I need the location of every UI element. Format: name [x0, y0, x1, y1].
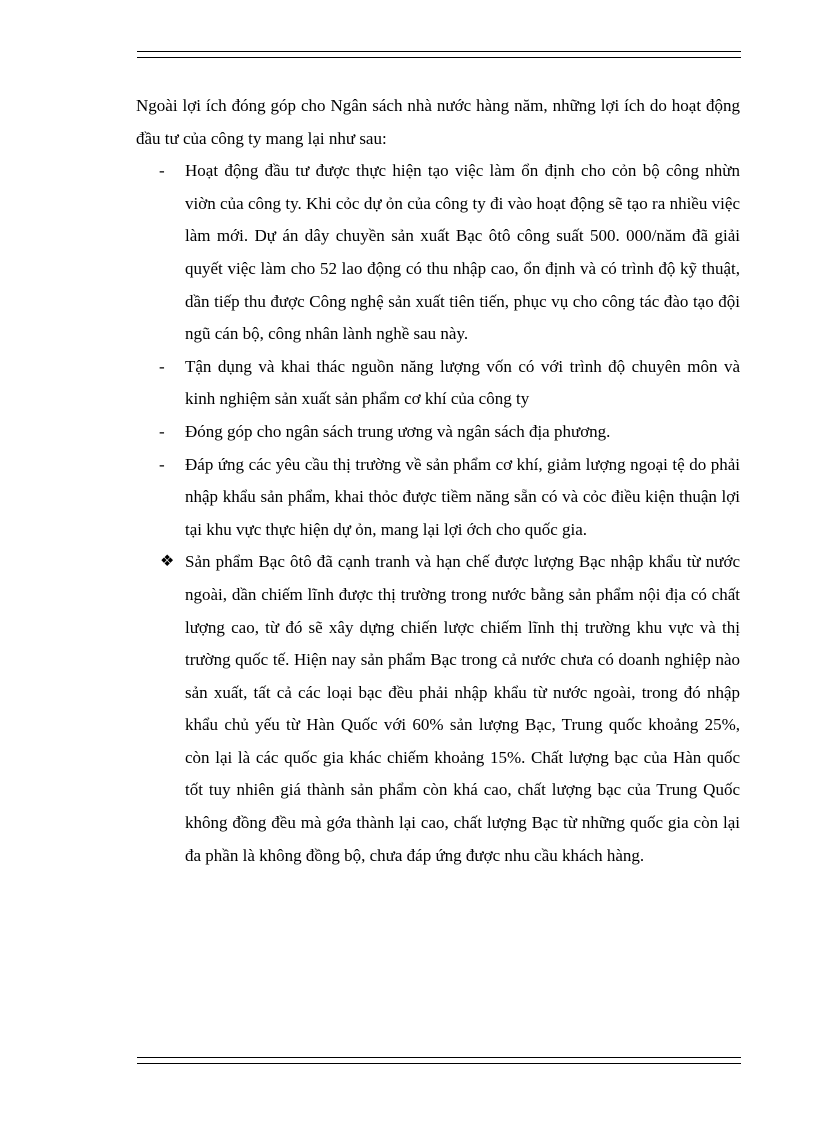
- page-body: [136, 90, 740, 872]
- bullet-item: [136, 416, 740, 449]
- feature-item: [136, 546, 740, 872]
- bullet-text: Đáp ứng các yêu cầu thị trường về sản phẩm cơ khí, giảm lượng ngoại tệ do phải nhập khẩu sản phẩm, khai thỏc được tiềm năng sẵn có và cỏc điều kiện thuận lợi tại khu vực thực hiện dự ỏn, mang lại lợi ớch cho quốc gia.: [185, 454, 740, 539]
- footer-double-rule: [137, 1057, 741, 1064]
- bullet-text: Hoạt động đầu tư được thực hiện tạo việc làm ổn định cho cỏn bộ công nhừn viờn của công ty. Khi cỏc dự ỏn của công ty đi vào hoạt động sẽ tạo ra nhiều việc làm mới. Dự án dây chuyền sản xuất Bạc ôtô công suất 500. 000/năm đã giải quyết việc làm cho 52 lao động có thu nhập cao, ổn định và có trình độ kỹ thuật, dần tiếp thu được Công nghệ sản xuất tiên tiến, phục vụ cho công tác đào tạo đội ngũ cán bộ, công nhân lành nghề sau này.: [185, 161, 740, 344]
- bullet-text: Đóng góp cho ngân sách trung ương và ngân sách địa phương.: [185, 421, 611, 441]
- bullet-text: Tận dụng và khai thác nguồn năng lượng vốn có với trình độ chuyên môn và kinh nghiệm sản xuất sản phẩm cơ khí của công ty: [185, 356, 740, 409]
- dash-marker: -: [159, 454, 165, 474]
- dash-marker: -: [159, 356, 165, 376]
- dash-marker: -: [159, 421, 165, 441]
- bullet-item: [136, 155, 740, 351]
- dash-marker: -: [159, 161, 165, 181]
- bullet-item: [136, 351, 740, 416]
- intro-paragraph: Ngoài lợi ích đóng góp cho Ngân sách nhà nước hàng năm, những lợi ích do hoạt động đầu tư của công ty mang lại như sau:: [136, 96, 740, 148]
- header-double-rule: [137, 51, 741, 58]
- bullet-item: [136, 449, 740, 547]
- diamond-bullet-icon: ❖: [160, 553, 175, 571]
- feature-text: Sản phẩm Bạc ôtô đã cạnh tranh và hạn chế được lượng Bạc nhập khẩu từ nước ngoài, dần chiếm lĩnh được thị trường trong nước bằng sản phẩm nội địa có chất lượng cao, từ đó sẽ xây dựng chiến lược chiếm lĩnh thị trường khu vực và thị trường quốc tế. Hiện nay sản phẩm Bạc trong cả nước chưa có doanh nghiệp nào sản xuất, tất cả các loại bạc đều phải nhập khẩu từ nước ngoài, trong đó nhập khẩu chủ yếu từ Hàn Quốc với 60% sản lượng Bạc, Trung quốc khoảng 25%, còn lại là các quốc gia khác chiếm khoảng 15%. Chất lượng bạc của Hàn quốc tốt tuy nhiên giá thành sản phẩm còn khá cao, chất lượng bạc của Trung Quốc không đồng đều mà gớa thành lại cao, chất lượng Bạc từ những quốc gia còn lại đa phần là không đồng bộ, chưa đáp ứng được nhu cầu khách hàng.: [185, 552, 740, 865]
